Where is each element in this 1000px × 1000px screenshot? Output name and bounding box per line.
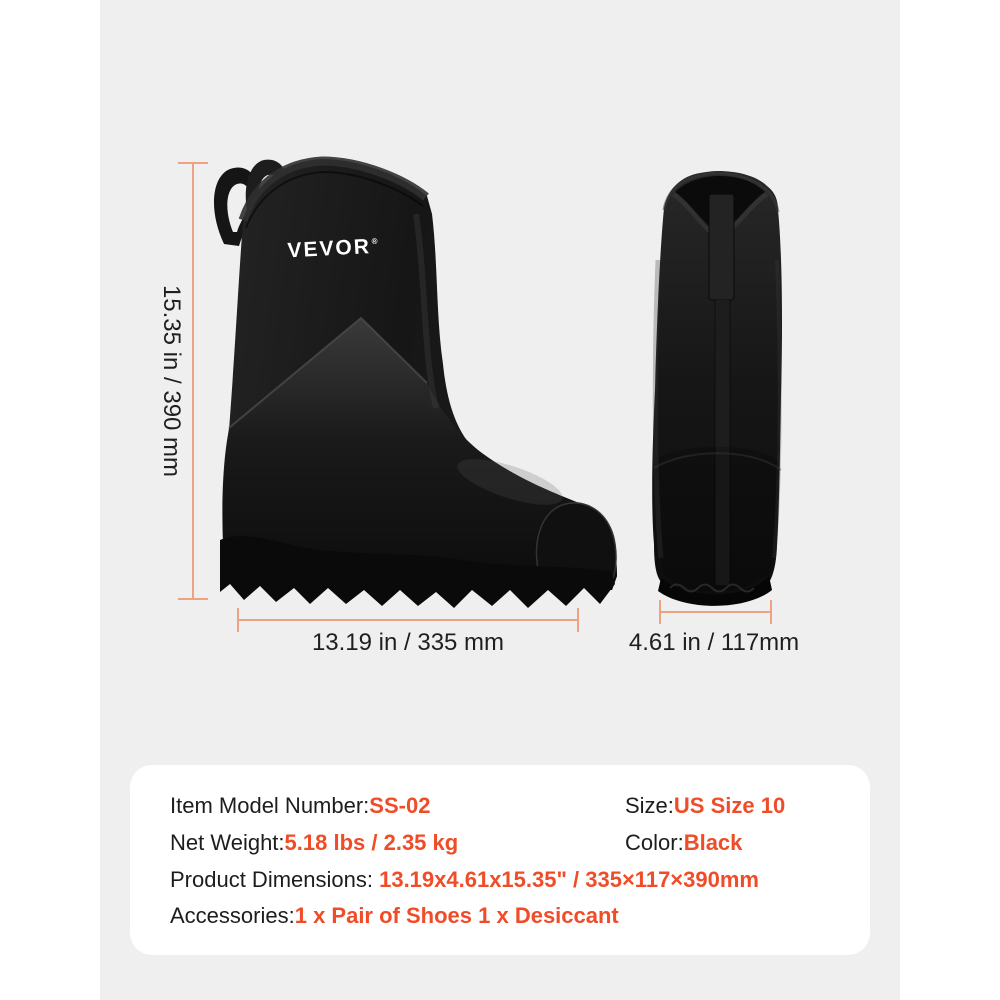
spec-label: Color: bbox=[625, 830, 684, 855]
height-dimension-line bbox=[192, 163, 194, 599]
spec-value: 5.18 lbs / 2.35 kg bbox=[284, 830, 459, 855]
spec-row-dimensions bbox=[170, 867, 759, 893]
boot-length-label: 13.19 in / 335 mm bbox=[311, 629, 505, 656]
back-strap bbox=[709, 194, 734, 300]
spec-value: Black bbox=[683, 830, 743, 855]
spec-value: US Size 10 bbox=[673, 793, 786, 818]
spec-value: SS-02 bbox=[369, 793, 431, 818]
height-dimension-cap-top bbox=[178, 162, 208, 164]
brand-logo: VEVOR® bbox=[286, 235, 380, 263]
heel-shading bbox=[654, 447, 780, 592]
spec-row-accessories bbox=[170, 903, 619, 929]
boot-side-view-image bbox=[210, 152, 620, 622]
spec-value: 13.19x4.61x15.35" / 335×117×390mm bbox=[379, 867, 759, 892]
spec-value: 1 x Pair of Shoes 1 x Desiccant bbox=[294, 903, 619, 928]
length-dimension-line bbox=[238, 619, 578, 621]
boot-width-label: 4.61 in / 117mm bbox=[628, 629, 800, 656]
boot-back-view-image bbox=[648, 150, 788, 610]
spec-row-model bbox=[170, 793, 430, 819]
length-dimension-cap-right bbox=[577, 608, 579, 632]
spec-row-color bbox=[625, 830, 742, 856]
boot-height-label: 15.35 in / 390 mm bbox=[158, 284, 185, 478]
length-dimension-cap-left bbox=[237, 608, 239, 632]
height-dimension-cap-bottom bbox=[178, 598, 208, 600]
spec-label: Net Weight: bbox=[170, 830, 285, 855]
spec-row-weight bbox=[170, 830, 458, 856]
width-dimension-cap-right bbox=[770, 600, 772, 624]
spec-label: Product Dimensions: bbox=[170, 867, 380, 892]
spec-label: Size: bbox=[625, 793, 674, 818]
width-dimension-cap-left bbox=[659, 600, 661, 624]
spec-label: Accessories: bbox=[170, 903, 295, 928]
spec-label: Item Model Number: bbox=[170, 793, 370, 818]
width-dimension-line bbox=[660, 611, 771, 613]
spec-row-size bbox=[625, 793, 785, 819]
